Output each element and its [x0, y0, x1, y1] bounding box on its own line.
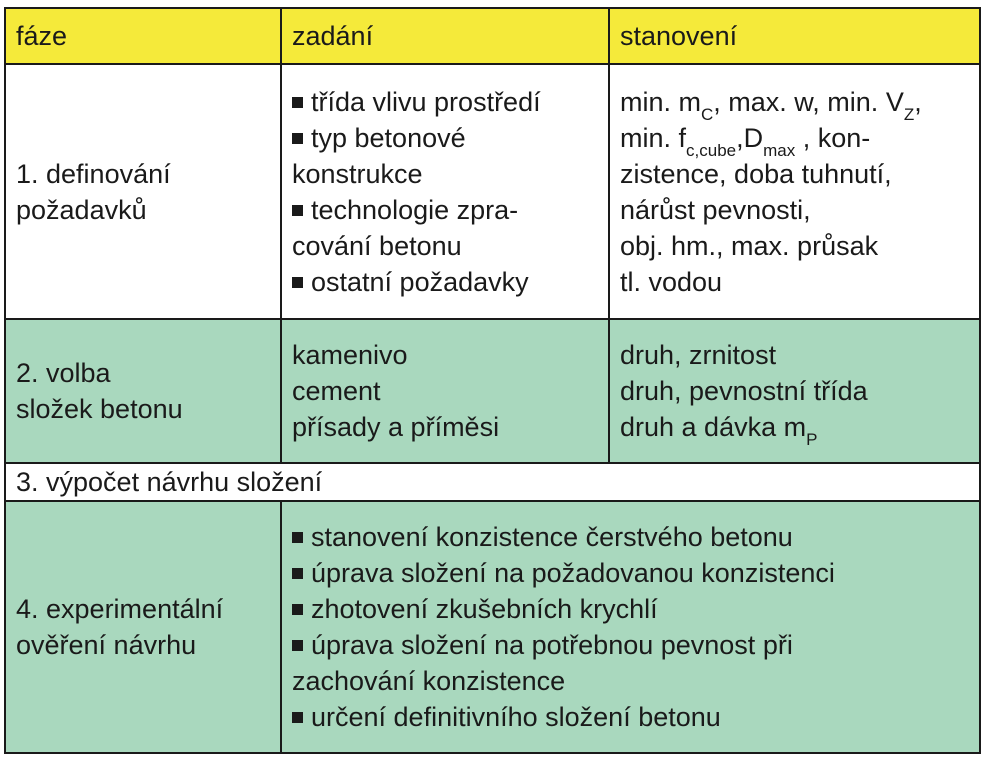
table-row-4	[5, 501, 980, 753]
row4-step-item	[292, 555, 969, 591]
bullet-square-icon	[292, 640, 303, 651]
row4-phase	[5, 501, 281, 753]
bullet-square-icon	[292, 133, 303, 144]
row4-step-item	[292, 519, 969, 555]
row4-step-item	[292, 627, 969, 663]
header-task: zadání	[281, 8, 609, 64]
row4-step-text: určení definitivního složení betonu	[311, 702, 721, 732]
row1-task-text: ostatní požadavky	[311, 266, 529, 297]
row1-det-line: obj. hm., max. průsak	[620, 230, 879, 261]
row2-task-line: cement	[292, 376, 381, 406]
row4-step-text: úprava složení na potřebnou pevnost při	[311, 630, 793, 660]
row3-calculation: 3. výpočet návrhu složení	[5, 463, 980, 501]
row4-phase-line: ověření návrhu	[16, 630, 197, 660]
row1-det-line: nárůst pevnosti,	[620, 194, 811, 225]
table-row-2	[5, 319, 980, 463]
row4-step-item	[292, 699, 969, 735]
row1-task-item	[292, 192, 598, 228]
row1-phase-line: požadavků	[16, 194, 147, 225]
bullet-square-icon	[292, 277, 303, 288]
row1-task-item	[292, 84, 598, 120]
row2-task-line: kamenivo	[292, 340, 408, 370]
table-header-row	[5, 8, 980, 64]
row2-det-line: druh a dávka $m_P$	[620, 412, 818, 449]
header-determination: stanovení	[609, 8, 980, 64]
row1-task-item	[292, 264, 598, 300]
bullet-square-icon	[292, 604, 303, 615]
row4-step-text: úprava složení na požadovanou konzistenci	[311, 558, 835, 588]
row2-determination	[609, 319, 980, 463]
row4-step-text: zhotovení zkušebních krychlí	[311, 594, 658, 624]
row1-task-cont: cování betonu	[292, 230, 462, 261]
row4-phase-line: 4. experimentální	[16, 594, 224, 624]
row1-phase-line: 1. definování	[16, 158, 171, 189]
bullet-square-icon	[292, 532, 303, 543]
concrete-design-table	[4, 7, 981, 754]
row2-det-line: druh, zrnitost	[620, 340, 777, 370]
row4-step-text: stanovení konzistence čerstvého betonu	[311, 522, 793, 552]
row1-det-line: min. $f_{c,cube},D_{max}$ , kon-	[620, 122, 871, 160]
row4-step-item	[292, 591, 969, 627]
row4-step-cont: zachování konzistence	[292, 666, 566, 696]
row1-task-text: typ betonové	[311, 122, 466, 153]
row1-task-cont: konstrukce	[292, 158, 423, 189]
row2-task-line: přísady a příměsi	[292, 412, 500, 442]
bullet-square-icon	[292, 712, 303, 723]
row2-phase	[5, 319, 281, 463]
bullet-square-icon	[292, 97, 303, 108]
table-row-3	[5, 463, 980, 501]
bullet-square-icon	[292, 205, 303, 216]
header-phase: fáze	[5, 8, 281, 64]
row4-steps	[281, 501, 980, 753]
row2-phase-line: složek betonu	[16, 394, 183, 424]
row1-det-line: tl. vodou	[620, 266, 723, 297]
row1-task	[281, 64, 609, 319]
table-row-1	[5, 64, 980, 319]
row1-phase	[5, 64, 281, 319]
row2-phase-line: 2. volba	[16, 358, 111, 388]
row1-task-text: technologie zpra-	[311, 194, 519, 225]
row1-det-line: zistence, doba tuhnutí,	[620, 158, 892, 189]
row2-task	[281, 319, 609, 463]
row1-det-line: min. $m_C$, max. w, min. $V_Z$,	[620, 86, 922, 124]
row1-task-text: třída vlivu prostředí	[311, 86, 541, 117]
row2-det-line: druh, pevnostní třída	[620, 376, 868, 406]
bullet-square-icon	[292, 568, 303, 579]
row1-task-item	[292, 120, 598, 156]
row1-determination	[609, 64, 980, 319]
table-wrapper	[4, 7, 981, 754]
